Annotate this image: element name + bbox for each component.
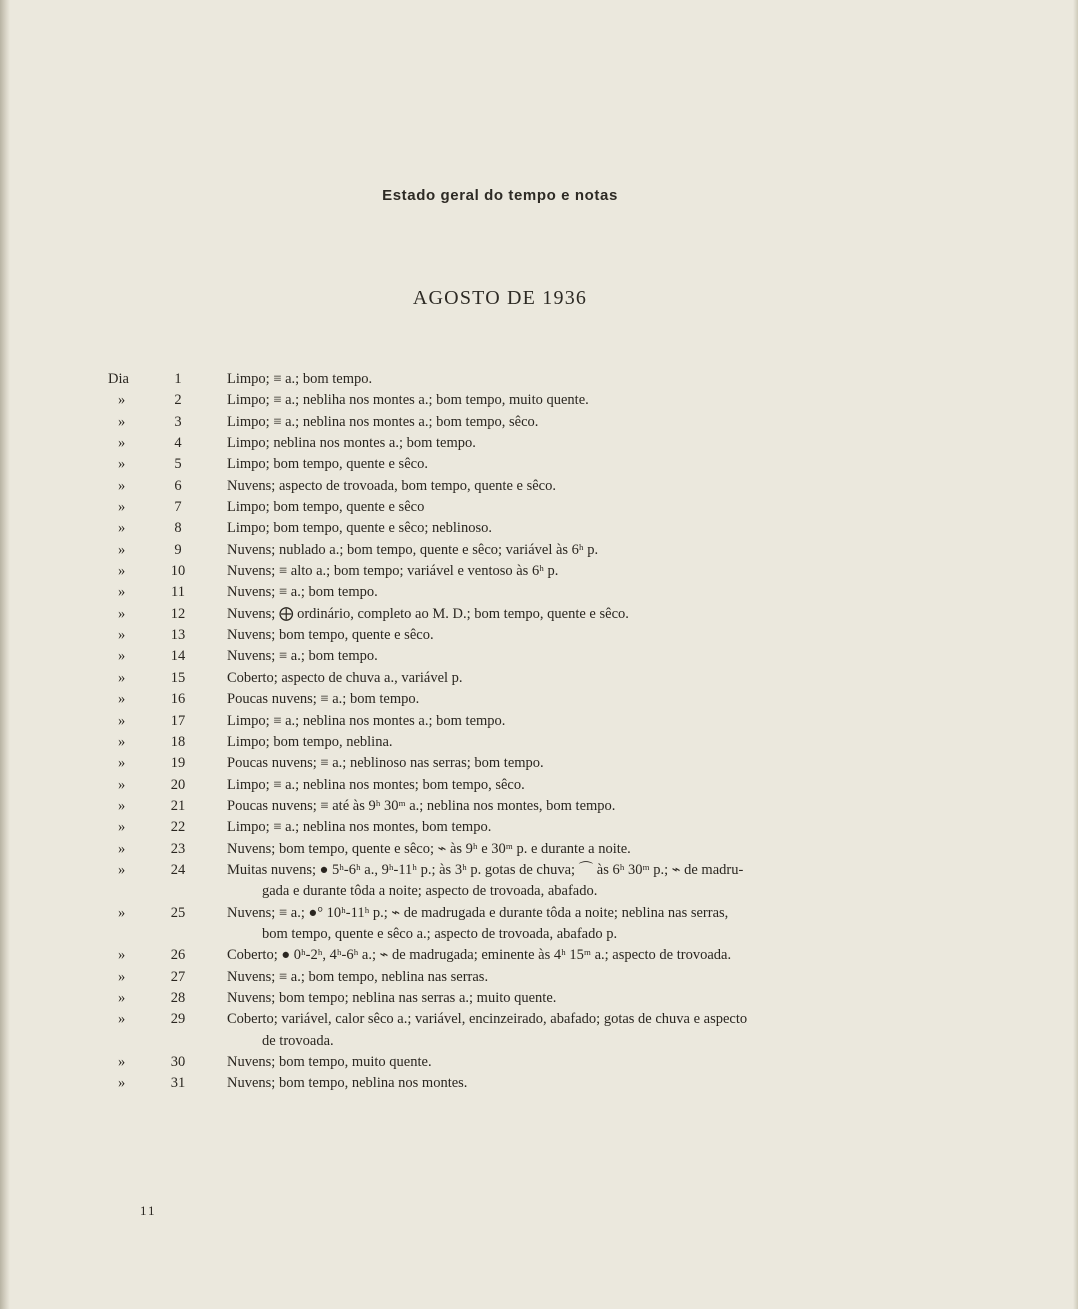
entry-row bbox=[0, 689, 1078, 710]
entry-row bbox=[0, 412, 1078, 433]
ditto-mark: » bbox=[118, 605, 126, 622]
weather-note-text: Nuvens; ⨁ ordinário, completo ao M. D.; bom tempo, quente e sêco. bbox=[227, 605, 629, 622]
ditto-mark: » bbox=[118, 1011, 126, 1028]
entry-row bbox=[0, 796, 1078, 817]
ditto-mark: » bbox=[118, 627, 126, 644]
ditto-mark: » bbox=[118, 712, 126, 729]
daily-entries-list bbox=[0, 369, 1078, 1095]
weather-note-continuation: gada e durante tôda a noite; aspecto de trovoada, abafado. bbox=[262, 883, 598, 900]
weather-note-text: Poucas nuvens; ≡ a.; neblinoso nas serras; bom tempo. bbox=[227, 755, 544, 772]
weather-note-text: Nuvens; nublado a.; bom tempo, quente e sêco; variável às 6ʰ p. bbox=[227, 541, 599, 558]
day-number: 21 bbox=[170, 797, 186, 814]
weather-note bbox=[227, 497, 887, 518]
day-number: 7 bbox=[174, 499, 182, 516]
ditto-mark: » bbox=[118, 797, 126, 814]
day-number: 14 bbox=[170, 648, 186, 665]
weather-note bbox=[227, 903, 887, 946]
weather-note bbox=[227, 689, 887, 710]
entry-row bbox=[0, 967, 1078, 988]
weather-note bbox=[227, 604, 887, 625]
weather-note-text: Nuvens; bom tempo, muito quente. bbox=[227, 1054, 432, 1070]
weather-note bbox=[227, 860, 887, 903]
section-subtitle: Estado geral do tempo e notas bbox=[382, 187, 618, 204]
weather-note bbox=[227, 753, 887, 774]
weather-note bbox=[227, 433, 887, 454]
weather-note-text: Muitas nuvens; ● 5ʰ-6ʰ a., 9ʰ-11ʰ p.; às 3ʰ p. gotas de chuva; ⌒ às 6ʰ 30ᵐ p.; ⌁ de madru- bbox=[227, 861, 744, 878]
entry-row bbox=[0, 775, 1078, 796]
entry-row bbox=[0, 903, 1078, 946]
day-number: 22 bbox=[170, 819, 186, 836]
weather-note bbox=[227, 582, 887, 603]
weather-note bbox=[227, 796, 887, 817]
weather-note bbox=[227, 988, 887, 1009]
entry-row bbox=[0, 369, 1078, 390]
entry-row bbox=[0, 433, 1078, 454]
entry-row bbox=[0, 988, 1078, 1009]
month-title: AGOSTO DE 1936 bbox=[412, 287, 588, 309]
day-number: 15 bbox=[170, 669, 186, 686]
weather-note-text: Nuvens; ≡ alto a.; bom tempo; variável e ventoso às 6ʰ p. bbox=[227, 563, 559, 580]
ditto-mark: » bbox=[118, 456, 126, 473]
ditto-mark: » bbox=[118, 648, 126, 665]
day-number: 26 bbox=[170, 947, 186, 964]
weather-note bbox=[227, 646, 887, 667]
entry-row bbox=[0, 1009, 1078, 1052]
weather-note-text: Nuvens; bom tempo, neblina nos montes. bbox=[227, 1075, 468, 1092]
entry-row bbox=[0, 1052, 1078, 1073]
weather-note-text: Nuvens; bom tempo, quente e sêco; ⌁ às 9ʰ e 30ᵐ p. e durante a noite. bbox=[227, 840, 631, 857]
weather-note-text: Limpo; ≡ a.; neblina nos montes a.; bom tempo, sêco. bbox=[227, 413, 539, 430]
day-label: Dia bbox=[108, 371, 129, 387]
weather-note-continuation: de trovoada. bbox=[262, 1032, 334, 1049]
weather-note bbox=[227, 518, 887, 539]
day-number: 27 bbox=[170, 968, 186, 985]
ditto-mark: » bbox=[118, 989, 126, 1006]
ditto-mark: » bbox=[118, 776, 126, 793]
weather-note-text: Nuvens; ≡ a.; bom tempo. bbox=[227, 584, 378, 601]
weather-note bbox=[227, 945, 887, 966]
ditto-mark: » bbox=[118, 669, 126, 686]
weather-note-text: Nuvens; aspecto de trovoada, bom tempo, quente e sêco. bbox=[227, 477, 556, 494]
day-number: 10 bbox=[170, 563, 186, 580]
weather-note bbox=[227, 839, 887, 860]
weather-note-text: Limpo; bom tempo, quente e sêco. bbox=[227, 456, 428, 473]
ditto-mark: » bbox=[118, 392, 126, 409]
entry-row bbox=[0, 582, 1078, 603]
day-number: 6 bbox=[174, 477, 182, 494]
weather-note-text: Limpo; bom tempo, quente e sêco bbox=[227, 499, 425, 516]
day-number: 8 bbox=[174, 520, 182, 537]
entry-row bbox=[0, 497, 1078, 518]
weather-note bbox=[227, 668, 887, 689]
weather-note-text: Poucas nuvens; ≡ até às 9ʰ 30ᵐ a.; neblina nos montes, bom tempo. bbox=[227, 797, 616, 814]
ditto-mark: » bbox=[118, 1075, 126, 1092]
ditto-mark: » bbox=[118, 520, 126, 537]
ditto-mark: » bbox=[118, 477, 126, 494]
weather-note bbox=[227, 540, 887, 561]
entry-row bbox=[0, 518, 1078, 539]
ditto-mark: » bbox=[118, 499, 126, 516]
day-number: 1 bbox=[174, 371, 182, 387]
day-number: 25 bbox=[170, 904, 186, 921]
weather-note-text: Nuvens; ≡ a.; bom tempo. bbox=[227, 648, 378, 665]
ditto-mark: » bbox=[118, 691, 126, 708]
ditto-mark: » bbox=[118, 755, 126, 772]
day-number: 31 bbox=[170, 1075, 186, 1092]
weather-note bbox=[227, 412, 887, 433]
entry-row bbox=[0, 753, 1078, 774]
day-number: 24 bbox=[170, 861, 186, 878]
day-number: 13 bbox=[170, 627, 186, 644]
weather-note bbox=[227, 390, 887, 411]
day-number: 19 bbox=[170, 755, 186, 772]
weather-note-text: Limpo; bom tempo, neblina. bbox=[227, 733, 393, 750]
weather-note-text: Limpo; ≡ a.; neblina nos montes a.; bom tempo. bbox=[227, 712, 506, 729]
entry-row bbox=[0, 476, 1078, 497]
weather-note-text: Limpo; ≡ a.; neblina nos montes, bom tempo. bbox=[227, 819, 492, 836]
weather-note bbox=[227, 775, 887, 796]
entry-row bbox=[0, 1073, 1078, 1094]
weather-note-text: Coberto; ● 0ʰ-2ʰ, 4ʰ-6ʰ a.; ⌁ de madrugada; eminente às 4ʰ 15ᵐ a.; aspecto de trovoada. bbox=[227, 947, 732, 964]
ditto-mark: » bbox=[118, 840, 126, 857]
entry-row bbox=[0, 646, 1078, 667]
weather-note-text: Nuvens; ≡ a.; bom tempo, neblina nas serras. bbox=[227, 968, 489, 985]
entry-row bbox=[0, 390, 1078, 411]
entry-row bbox=[0, 625, 1078, 646]
weather-note-text: Nuvens; bom tempo, quente e sêco. bbox=[227, 627, 434, 644]
ditto-mark: » bbox=[118, 584, 126, 601]
weather-note-text: Limpo; ≡ a.; nebliha nos montes a.; bom tempo, muito quente. bbox=[227, 392, 589, 409]
weather-note-text: Limpo; ≡ a.; bom tempo. bbox=[227, 371, 373, 387]
weather-note-continuation: bom tempo, quente e sêco a.; aspecto de trovoada, abafado p. bbox=[262, 925, 618, 942]
weather-note-text: Poucas nuvens; ≡ a.; bom tempo. bbox=[227, 691, 420, 708]
entry-row bbox=[0, 732, 1078, 753]
ditto-mark: » bbox=[118, 968, 126, 985]
ditto-mark: » bbox=[118, 435, 126, 452]
page-number: 11 bbox=[140, 1203, 157, 1218]
ditto-mark: » bbox=[118, 819, 126, 836]
ditto-mark: » bbox=[118, 1054, 126, 1070]
weather-note-text: Nuvens; ≡ a.; ●° 10ʰ-11ʰ p.; ⌁ de madrugada e durante tôda a noite; neblina nas serras, bbox=[227, 904, 729, 921]
day-number: 5 bbox=[174, 456, 182, 473]
day-number: 29 bbox=[170, 1011, 186, 1028]
entry-row bbox=[0, 711, 1078, 732]
day-number: 30 bbox=[170, 1054, 186, 1070]
ditto-mark: » bbox=[118, 861, 126, 878]
ditto-mark: » bbox=[118, 904, 126, 921]
entry-row bbox=[0, 561, 1078, 582]
entry-row bbox=[0, 945, 1078, 966]
day-number: 2 bbox=[174, 392, 182, 409]
ditto-mark: » bbox=[118, 947, 126, 964]
weather-note bbox=[227, 625, 887, 646]
ditto-mark: » bbox=[118, 563, 126, 580]
day-number: 17 bbox=[170, 712, 186, 729]
day-number: 9 bbox=[174, 541, 182, 558]
day-number: 20 bbox=[170, 776, 186, 793]
entry-row bbox=[0, 817, 1078, 838]
day-number: 11 bbox=[171, 584, 185, 601]
entry-row bbox=[0, 839, 1078, 860]
weather-note bbox=[227, 561, 887, 582]
day-number: 23 bbox=[170, 840, 186, 857]
weather-note bbox=[227, 476, 887, 497]
weather-note bbox=[227, 711, 887, 732]
day-number: 3 bbox=[174, 413, 182, 430]
weather-note bbox=[227, 454, 887, 475]
weather-note-text: Limpo; bom tempo, quente e sêco; neblinoso. bbox=[227, 520, 492, 537]
weather-note-text: Nuvens; bom tempo; neblina nas serras a.; muito quente. bbox=[227, 989, 557, 1006]
ditto-mark: » bbox=[118, 413, 126, 430]
day-number: 18 bbox=[170, 733, 186, 750]
entry-row bbox=[0, 860, 1078, 903]
entry-row bbox=[0, 540, 1078, 561]
entry-row bbox=[0, 454, 1078, 475]
weather-note bbox=[227, 1052, 887, 1073]
weather-note bbox=[227, 732, 887, 753]
day-number: 12 bbox=[170, 605, 186, 622]
weather-note-text: Limpo; neblina nos montes a.; bom tempo. bbox=[227, 435, 476, 452]
weather-note-text: Coberto; variável, calor sêco a.; variável, encinzeirado, abafado; gotas de chuva e aspecto bbox=[227, 1011, 748, 1028]
weather-note bbox=[227, 817, 887, 838]
weather-note-text: Limpo; ≡ a.; neblina nos montes; bom tempo, sêco. bbox=[227, 776, 525, 793]
day-number: 4 bbox=[174, 435, 182, 452]
weather-note bbox=[227, 967, 887, 988]
weather-note bbox=[227, 1009, 887, 1052]
weather-note bbox=[227, 369, 887, 390]
weather-note bbox=[227, 1073, 887, 1094]
weather-note-text: Coberto; aspecto de chuva a., variável p. bbox=[227, 669, 463, 686]
ditto-mark: » bbox=[118, 733, 126, 750]
entry-row bbox=[0, 668, 1078, 689]
ditto-mark: » bbox=[118, 541, 126, 558]
day-number: 28 bbox=[170, 989, 186, 1006]
entry-row bbox=[0, 604, 1078, 625]
day-number: 16 bbox=[170, 691, 186, 708]
